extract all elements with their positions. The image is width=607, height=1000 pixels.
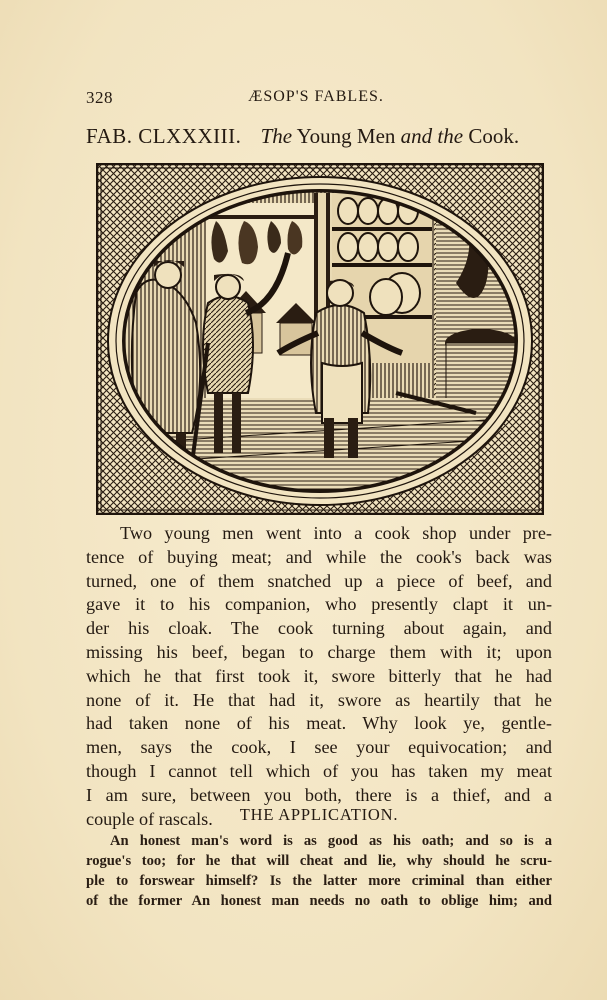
application-line: of the former An honest man needs no oath to oblige him; and (86, 893, 552, 909)
text-line: turned, one of them snatched up a piece of beef, and (86, 570, 552, 591)
application-text (86, 831, 552, 911)
book-title: ÆSOP'S FABLES. (248, 88, 384, 105)
text-line: though I cannot tell which of you has taken my meat (86, 760, 552, 781)
fable-title-young-men: Young Men (296, 124, 396, 148)
text-line: I am sure, between you both, there is a thief, and a (86, 784, 552, 805)
fable-title-and-the: and the (400, 124, 464, 148)
text-line: gave it to his companion, who presently clapt it un- (86, 594, 552, 615)
application-line: ple to forswear himself? Is the latter more criminal than either (86, 873, 552, 889)
fable-number: FAB. CLXXXIII. (86, 124, 242, 148)
fable-heading (86, 124, 556, 154)
application-line: An honest man's word is as good as his oath; and so is a (110, 833, 552, 849)
running-head (86, 88, 546, 112)
fable-text (86, 522, 552, 831)
text-line: none of it. He that had it, swore as heartily that he (86, 689, 552, 710)
text-line: Two young men went into a cook shop under pre- (120, 523, 552, 543)
text-line: which he that first took it, swore bitterly that he had (86, 665, 552, 686)
text-line: had taken none of his meat. Why look ye, gentle- (86, 713, 552, 734)
text-line: missing his beef, began to charge them with it; upon (86, 641, 552, 662)
text-line: couple of rascals. (86, 808, 213, 829)
fable-title (261, 124, 519, 148)
application-line: rogue's too; for he that will cheat and lie, why should he scru- (86, 853, 552, 869)
fable-title-cook: Cook. (468, 124, 520, 148)
text-line: men, says the cook, I see your equivocation; and (86, 737, 552, 758)
text-line: tence of buying meat; and while the cook's back was (86, 546, 552, 567)
page-number: 328 (86, 88, 113, 107)
fable-title-the: The (260, 124, 293, 148)
text-line: der his cloak. The cook turning about again, and (86, 618, 552, 639)
application-heading: THE APPLICATION. (239, 805, 399, 824)
woodcut-illustration (96, 163, 544, 515)
